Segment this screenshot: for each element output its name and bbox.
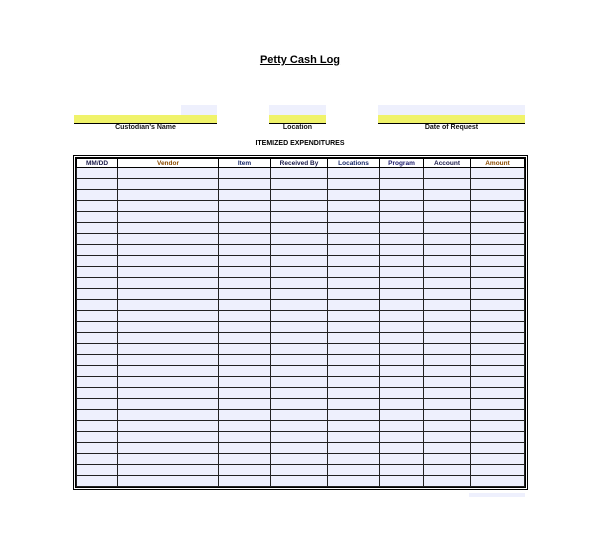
table-cell-input[interactable] [118, 465, 219, 476]
table-row [77, 410, 525, 421]
table-cell-input[interactable] [271, 278, 328, 289]
table-cell-input[interactable] [471, 322, 525, 333]
column-header-amount: Amount [471, 159, 525, 168]
table-cell-input[interactable] [219, 289, 271, 300]
table-cell-input[interactable] [118, 432, 219, 443]
table-cell-input[interactable] [328, 377, 380, 388]
table-cell-input[interactable] [380, 179, 424, 190]
table-cell-input[interactable] [424, 476, 471, 487]
table-cell-input[interactable] [380, 267, 424, 278]
table-cell-input[interactable] [77, 410, 118, 421]
table-row [77, 421, 525, 432]
table-cell-input[interactable] [118, 256, 219, 267]
table-cell-input[interactable] [271, 388, 328, 399]
table-cell-input[interactable] [380, 410, 424, 421]
table-cell-input[interactable] [424, 410, 471, 421]
table-cell-input[interactable] [424, 267, 471, 278]
table-cell-input[interactable] [219, 322, 271, 333]
table-cell-input[interactable] [77, 168, 118, 179]
table-cell-input[interactable] [77, 311, 118, 322]
table-cell-input[interactable] [328, 454, 380, 465]
table-cell-input[interactable] [77, 190, 118, 201]
table-cell-input[interactable] [219, 300, 271, 311]
table-cell-input[interactable] [118, 388, 219, 399]
table-cell-input[interactable] [424, 212, 471, 223]
table-cell-input[interactable] [328, 410, 380, 421]
table-cell-input[interactable] [77, 300, 118, 311]
table-row [77, 223, 525, 234]
table-cell-input[interactable] [219, 410, 271, 421]
table-cell-input[interactable] [271, 421, 328, 432]
table-cell-input[interactable] [271, 190, 328, 201]
table-cell-input[interactable] [424, 300, 471, 311]
table-row [77, 322, 525, 333]
table-cell-input[interactable] [219, 267, 271, 278]
table-cell-input[interactable] [380, 245, 424, 256]
table-row [77, 278, 525, 289]
table-cell-input[interactable] [328, 355, 380, 366]
table-cell-input[interactable] [271, 476, 328, 487]
table-cell-input[interactable] [471, 245, 525, 256]
table-cell-input[interactable] [380, 454, 424, 465]
table-cell-input[interactable] [380, 476, 424, 487]
table-cell-input[interactable] [77, 366, 118, 377]
table-cell-input[interactable] [271, 454, 328, 465]
table-cell-input[interactable] [380, 168, 424, 179]
table-cell-input[interactable] [471, 311, 525, 322]
table-row [77, 366, 525, 377]
table-cell-input[interactable] [118, 399, 219, 410]
table-cell-input[interactable] [328, 432, 380, 443]
table-cell-input[interactable] [471, 267, 525, 278]
table-cell-input[interactable] [380, 201, 424, 212]
table-cell-input[interactable] [219, 443, 271, 454]
table-cell-input[interactable] [328, 179, 380, 190]
table-cell-input[interactable] [271, 366, 328, 377]
table-cell-input[interactable] [380, 212, 424, 223]
table-cell-input[interactable] [271, 465, 328, 476]
table-row [77, 465, 525, 476]
table-cell-input[interactable] [219, 377, 271, 388]
table-cell-input[interactable] [118, 355, 219, 366]
table-cell-input[interactable] [77, 223, 118, 234]
table-row [77, 300, 525, 311]
table-cell-input[interactable] [471, 201, 525, 212]
table-cell-input[interactable] [424, 421, 471, 432]
table-cell-input[interactable] [118, 212, 219, 223]
table-cell-input[interactable] [77, 443, 118, 454]
table-cell-input[interactable] [219, 366, 271, 377]
table-cell-input[interactable] [380, 421, 424, 432]
table-cell-input[interactable] [471, 278, 525, 289]
table-row [77, 201, 525, 212]
table-cell-input[interactable] [471, 190, 525, 201]
table-cell-input[interactable] [424, 388, 471, 399]
table-cell-input[interactable] [219, 234, 271, 245]
table-cell-input[interactable] [118, 179, 219, 190]
table-cell-input[interactable] [424, 223, 471, 234]
table-cell-input[interactable] [219, 245, 271, 256]
column-header-mm-dd: MM/DD [77, 159, 118, 168]
table-cell-input[interactable] [328, 399, 380, 410]
table-cell-input[interactable] [219, 223, 271, 234]
table-cell-input[interactable] [118, 245, 219, 256]
table-cell-input[interactable] [118, 410, 219, 421]
table-cell-input[interactable] [118, 443, 219, 454]
table-cell-input[interactable] [77, 377, 118, 388]
table-cell-input[interactable] [328, 245, 380, 256]
table-cell-input[interactable] [471, 300, 525, 311]
table-cell-input[interactable] [424, 278, 471, 289]
table-cell-input[interactable] [271, 355, 328, 366]
column-header-program: Program [380, 159, 424, 168]
table-row [77, 476, 525, 487]
table-cell-input[interactable] [328, 223, 380, 234]
table-cell-input[interactable] [471, 333, 525, 344]
table-cell-input[interactable] [328, 476, 380, 487]
table-cell-input[interactable] [77, 333, 118, 344]
table-cell-input[interactable] [219, 432, 271, 443]
table-cell-input[interactable] [118, 289, 219, 300]
table-cell-input[interactable] [219, 333, 271, 344]
location-label: Location [282, 124, 313, 131]
table-row [77, 267, 525, 278]
table-cell-input[interactable] [219, 355, 271, 366]
table-cell-input[interactable] [328, 366, 380, 377]
table-row [77, 190, 525, 201]
table-cell-input[interactable] [424, 344, 471, 355]
date-of-request-label: Date of Request [424, 124, 479, 131]
table-cell-input[interactable] [471, 465, 525, 476]
table-cell-input[interactable] [424, 366, 471, 377]
table-cell-input[interactable] [118, 476, 219, 487]
table-cell-input[interactable] [219, 476, 271, 487]
table-cell-input[interactable] [271, 399, 328, 410]
table-cell-input[interactable] [77, 289, 118, 300]
table-cell-input[interactable] [424, 179, 471, 190]
table-cell-input[interactable] [328, 344, 380, 355]
table-cell-input[interactable] [118, 190, 219, 201]
table-cell-input[interactable] [328, 322, 380, 333]
table-cell-input[interactable] [219, 311, 271, 322]
table-cell-input[interactable] [328, 190, 380, 201]
table-cell-input[interactable] [471, 454, 525, 465]
table-cell-input[interactable] [328, 168, 380, 179]
table-cell-input[interactable] [77, 421, 118, 432]
table-cell-input[interactable] [219, 278, 271, 289]
table-cell-input[interactable] [328, 311, 380, 322]
table-cell-input[interactable] [471, 179, 525, 190]
table-cell-input[interactable] [380, 377, 424, 388]
column-header-vendor: Vendor [118, 159, 219, 168]
table-cell-input[interactable] [328, 421, 380, 432]
table-cell-input[interactable] [328, 333, 380, 344]
table-cell-input[interactable] [77, 388, 118, 399]
table-cell-input[interactable] [471, 366, 525, 377]
table-cell-input[interactable] [77, 476, 118, 487]
table-row [77, 212, 525, 223]
column-header-item: Item [219, 159, 271, 168]
table-cell-input[interactable] [380, 366, 424, 377]
table-cell-input[interactable] [471, 399, 525, 410]
table-cell-input[interactable] [118, 377, 219, 388]
table-cell-input[interactable] [380, 300, 424, 311]
table-cell-input[interactable] [271, 168, 328, 179]
table-cell-input[interactable] [424, 399, 471, 410]
table-cell-input[interactable] [77, 399, 118, 410]
table-cell-input[interactable] [328, 465, 380, 476]
table-cell-input[interactable] [219, 454, 271, 465]
table-cell-input[interactable] [328, 289, 380, 300]
table-cell-input[interactable] [118, 234, 219, 245]
table-cell-input[interactable] [271, 212, 328, 223]
table-row [77, 333, 525, 344]
table-cell-input[interactable] [380, 234, 424, 245]
table-cell-input[interactable] [380, 190, 424, 201]
column-header-locations: Locations [328, 159, 380, 168]
table-cell-input[interactable] [77, 432, 118, 443]
table-cell-input[interactable] [424, 465, 471, 476]
table-row [77, 399, 525, 410]
table-cell-input[interactable] [271, 300, 328, 311]
table-cell-input[interactable] [118, 344, 219, 355]
table-row [77, 377, 525, 388]
custodian-name-label: Custodian's Name [115, 124, 176, 131]
table-cell-input[interactable] [471, 355, 525, 366]
table-cell-input[interactable] [328, 300, 380, 311]
table-cell-input[interactable] [118, 322, 219, 333]
table-cell-input[interactable] [271, 245, 328, 256]
table-cell-input[interactable] [328, 267, 380, 278]
table-cell-input[interactable] [118, 267, 219, 278]
table-cell-input[interactable] [219, 212, 271, 223]
table-cell-input[interactable] [424, 168, 471, 179]
table-cell-input[interactable] [77, 322, 118, 333]
table-cell-input[interactable] [219, 388, 271, 399]
table-cell-input[interactable] [118, 201, 219, 212]
title-text: Petty Cash Log [259, 54, 341, 66]
table-cell-input[interactable] [271, 201, 328, 212]
table-row [77, 388, 525, 399]
total-field[interactable] [469, 493, 525, 497]
table-cell-input[interactable] [380, 399, 424, 410]
table-row [77, 179, 525, 190]
table-cell-input[interactable] [380, 289, 424, 300]
table-cell-input[interactable] [424, 443, 471, 454]
table-row [77, 256, 525, 267]
table-cell-input[interactable] [77, 212, 118, 223]
table-row [77, 443, 525, 454]
table-cell-input[interactable] [271, 256, 328, 267]
table-cell-input[interactable] [118, 300, 219, 311]
table-cell-input[interactable] [328, 212, 380, 223]
table-row [77, 344, 525, 355]
table-row [77, 355, 525, 366]
table-cell-input[interactable] [271, 344, 328, 355]
table-cell-input[interactable] [219, 190, 271, 201]
table-cell-input[interactable] [380, 388, 424, 399]
table-cell-input[interactable] [380, 443, 424, 454]
table-cell-input[interactable] [380, 355, 424, 366]
table-cell-input[interactable] [77, 355, 118, 366]
table-cell-input[interactable] [380, 311, 424, 322]
table-cell-input[interactable] [77, 201, 118, 212]
table-cell-input[interactable] [271, 234, 328, 245]
table-cell-input[interactable] [471, 223, 525, 234]
page-title [0, 54, 600, 66]
table-cell-input[interactable] [471, 432, 525, 443]
table-cell-input[interactable] [118, 223, 219, 234]
table-cell-input[interactable] [424, 333, 471, 344]
table-cell-input[interactable] [219, 421, 271, 432]
table-cell-input[interactable] [424, 311, 471, 322]
table-cell-input[interactable] [328, 443, 380, 454]
table-cell-input[interactable] [328, 388, 380, 399]
table-cell-input[interactable] [424, 355, 471, 366]
table-cell-input[interactable] [271, 333, 328, 344]
table-cell-input[interactable] [380, 322, 424, 333]
table-cell-input[interactable] [118, 168, 219, 179]
table-cell-input[interactable] [271, 322, 328, 333]
table-cell-input[interactable] [380, 432, 424, 443]
table-cell-input[interactable] [271, 289, 328, 300]
table-cell-input[interactable] [219, 399, 271, 410]
table-cell-input[interactable] [219, 201, 271, 212]
table-cell-input[interactable] [271, 179, 328, 190]
table-cell-input[interactable] [380, 465, 424, 476]
table-cell-input[interactable] [328, 256, 380, 267]
table-cell-input[interactable] [77, 267, 118, 278]
table-cell-input[interactable] [471, 377, 525, 388]
table-cell-input[interactable] [471, 168, 525, 179]
table-cell-input[interactable] [77, 278, 118, 289]
table-cell-input[interactable] [271, 410, 328, 421]
table-cell-input[interactable] [271, 377, 328, 388]
table-cell-input[interactable] [424, 289, 471, 300]
table-cell-input[interactable] [424, 377, 471, 388]
table-cell-input[interactable] [77, 245, 118, 256]
table-cell-input[interactable] [424, 432, 471, 443]
table-cell-input[interactable] [118, 333, 219, 344]
table-cell-input[interactable] [380, 333, 424, 344]
table-cell-input[interactable] [380, 278, 424, 289]
table-cell-input[interactable] [424, 245, 471, 256]
table-cell-input[interactable] [380, 256, 424, 267]
column-header-account: Account [424, 159, 471, 168]
table-cell-input[interactable] [424, 256, 471, 267]
table-row [77, 432, 525, 443]
expenditures-table [73, 155, 528, 490]
column-header-received-by: Received By [271, 159, 328, 168]
table-cell-input[interactable] [328, 201, 380, 212]
table-cell-input[interactable] [77, 179, 118, 190]
table-row [77, 245, 525, 256]
table-cell-input[interactable] [471, 476, 525, 487]
table-cell-input[interactable] [328, 234, 380, 245]
table-row [77, 311, 525, 322]
table-cell-input[interactable] [118, 311, 219, 322]
table-cell-input[interactable] [471, 410, 525, 421]
table-cell-input[interactable] [471, 388, 525, 399]
table-cell-input[interactable] [77, 344, 118, 355]
table-cell-input[interactable] [271, 267, 328, 278]
table-cell-input[interactable] [118, 366, 219, 377]
table-cell-input[interactable] [471, 234, 525, 245]
table-cell-input[interactable] [380, 344, 424, 355]
table-cell-input[interactable] [219, 168, 271, 179]
table-cell-input[interactable] [424, 322, 471, 333]
table-cell-input[interactable] [328, 278, 380, 289]
table-row [77, 234, 525, 245]
table-cell-input[interactable] [271, 432, 328, 443]
table-cell-input[interactable] [219, 256, 271, 267]
table-cell-input[interactable] [271, 443, 328, 454]
table-cell-input[interactable] [471, 289, 525, 300]
table-cell-input[interactable] [471, 344, 525, 355]
table-row [77, 454, 525, 465]
table-cell-input[interactable] [471, 421, 525, 432]
table-cell-input[interactable] [471, 256, 525, 267]
table-row [77, 168, 525, 179]
table-cell-input[interactable] [271, 223, 328, 234]
table-cell-input[interactable] [118, 454, 219, 465]
table-cell-input[interactable] [219, 179, 271, 190]
table-cell-input[interactable] [271, 311, 328, 322]
table-cell-input[interactable] [77, 465, 118, 476]
table-cell-input[interactable] [424, 201, 471, 212]
section-title: ITEMIZED EXPENDITURES [255, 140, 345, 147]
table-cell-input[interactable] [118, 278, 219, 289]
table-cell-input[interactable] [380, 223, 424, 234]
table-cell-input[interactable] [471, 443, 525, 454]
table-cell-input[interactable] [424, 454, 471, 465]
table-row [77, 289, 525, 300]
table-cell-input[interactable] [424, 190, 471, 201]
table-cell-input[interactable] [471, 212, 525, 223]
table-cell-input[interactable] [77, 454, 118, 465]
table-cell-input[interactable] [424, 234, 471, 245]
table-cell-input[interactable] [77, 234, 118, 245]
table-cell-input[interactable] [219, 465, 271, 476]
table-cell-input[interactable] [77, 256, 118, 267]
table-cell-input[interactable] [118, 421, 219, 432]
table-cell-input[interactable] [219, 344, 271, 355]
